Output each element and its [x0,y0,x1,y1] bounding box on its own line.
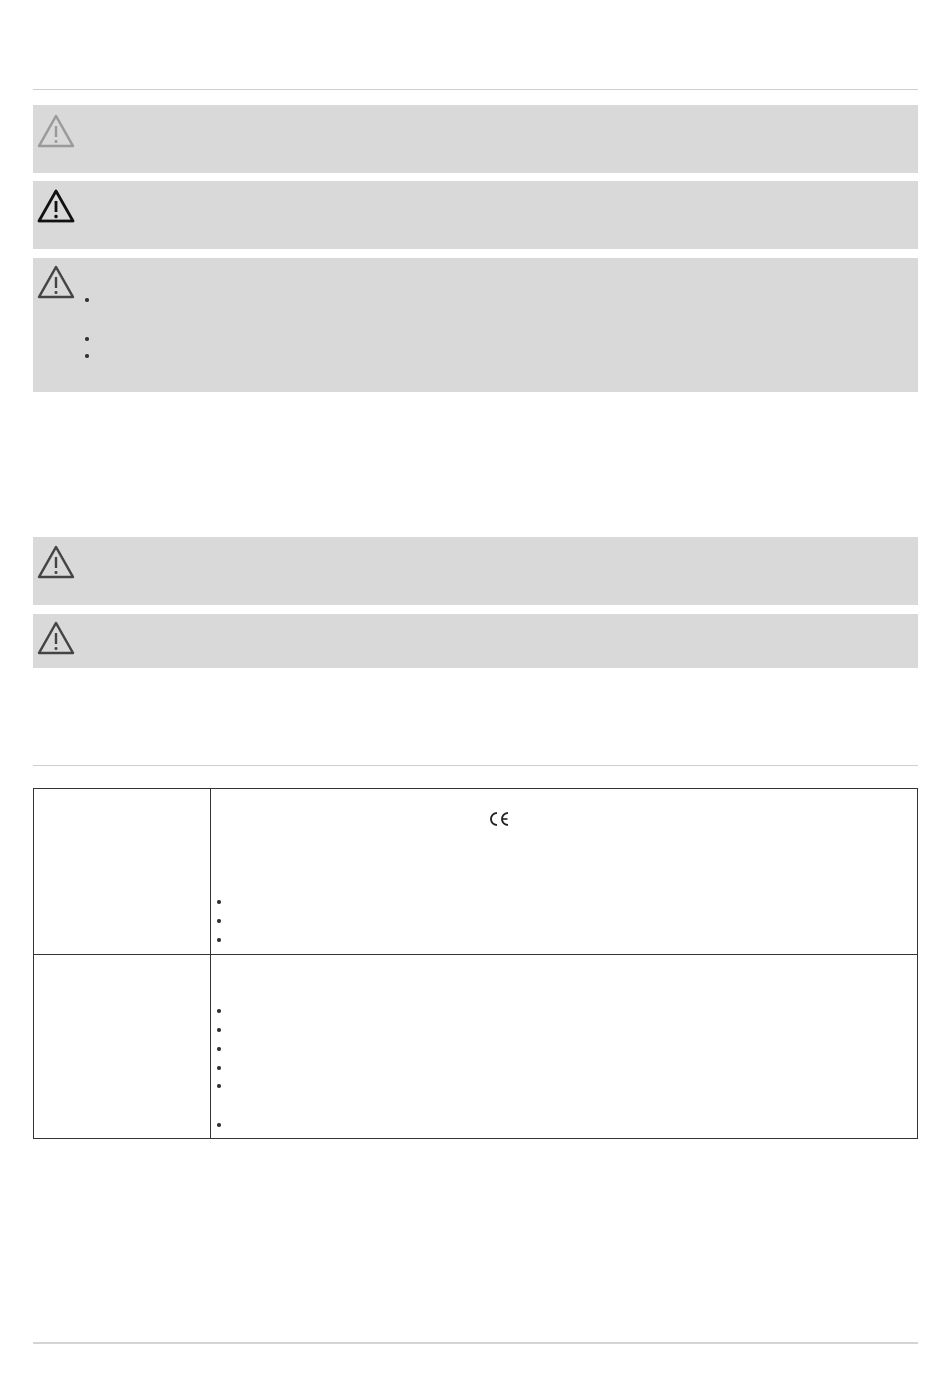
table-row-divider [34,954,917,955]
table-column-divider [210,789,211,1138]
ce-mark-icon [486,810,512,828]
bullet [217,900,221,904]
warning-triangle-icon [37,265,75,299]
bullet [217,938,221,942]
bullet [85,354,89,358]
bullet [217,919,221,923]
bullet [217,1066,221,1070]
warning-notice-3 [33,258,918,392]
section-rule [33,765,918,766]
warning-notice-2 [33,181,918,249]
bullet [217,1084,221,1088]
bullet [85,337,89,341]
warning-notice-1 [33,105,918,173]
bullet [217,1047,221,1051]
warning-notice-5 [33,614,918,668]
bullet [217,1028,221,1032]
bullet [85,298,89,302]
warning-triangle-icon [37,545,75,579]
warning-notice-4 [33,537,918,605]
warning-triangle-icon [37,621,75,655]
bullet [217,1123,221,1127]
footer-rule [33,1342,918,1344]
spec-table [33,788,918,1139]
warning-triangle-icon [37,114,75,148]
bullet [217,1009,221,1013]
top-rule [33,89,918,90]
warning-triangle-icon [37,189,75,223]
